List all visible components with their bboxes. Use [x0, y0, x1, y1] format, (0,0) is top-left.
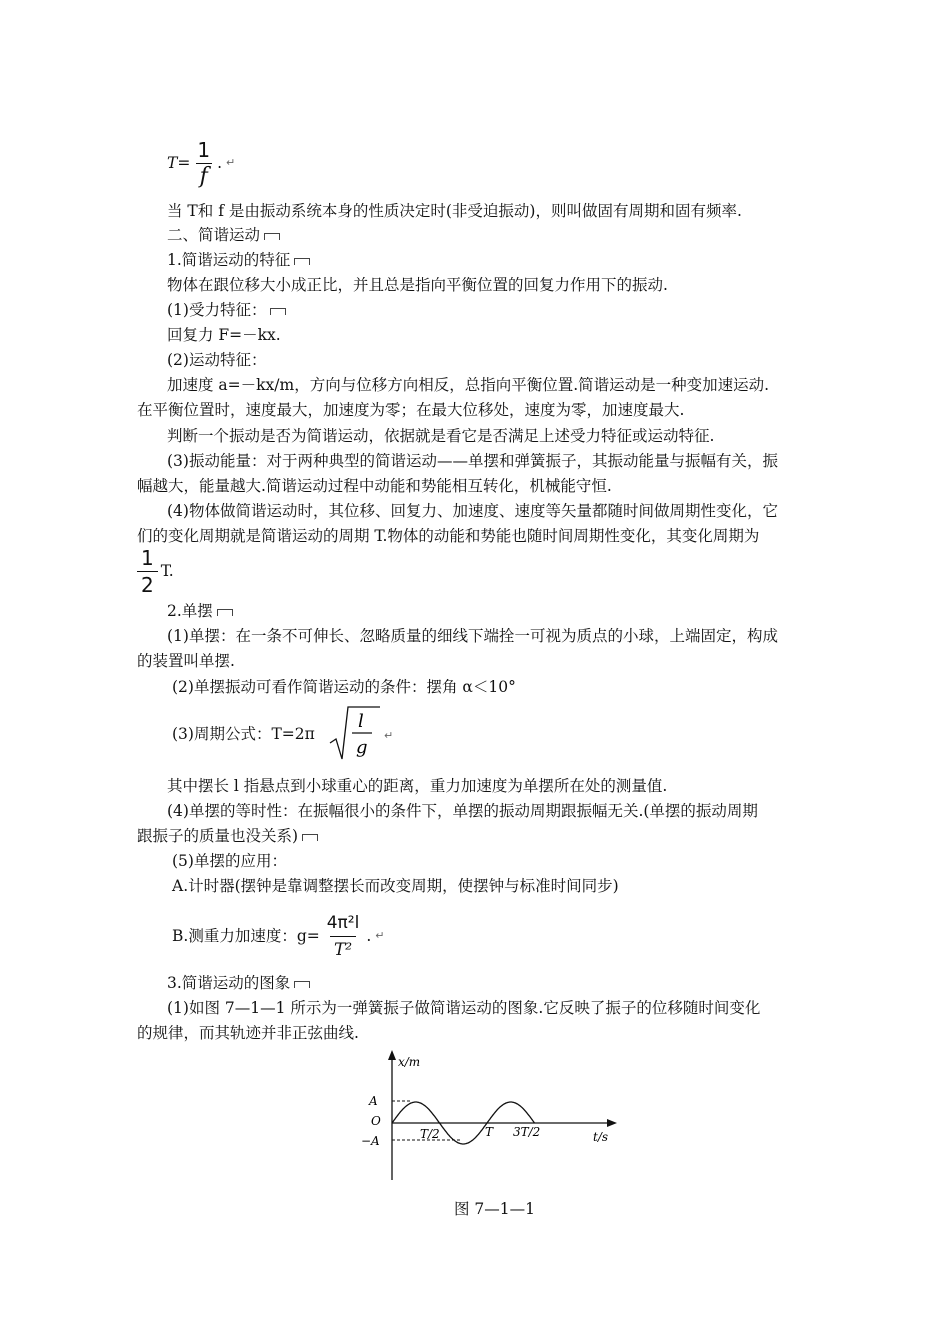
text-line: (5)单摆的应用： — [172, 852, 287, 870]
fraction-numerator: 1 — [197, 137, 211, 162]
text-line: (2)运动特征： — [167, 351, 267, 369]
sqrt-denominator: g — [356, 737, 368, 758]
paragraph-mark-icon — [270, 308, 286, 315]
subsection-heading — [167, 249, 847, 271]
x-tick-label: T/2 — [420, 1127, 440, 1141]
fraction-denominator: 2 — [137, 571, 158, 598]
fraction-denominator: f — [196, 163, 212, 190]
text-span: (1)受力特征： — [167, 301, 267, 319]
text-line: (1)单摆：在一条不可伸长、忽略质量的细线下端拴一可视为质点的小球，上端固定，构成 — [167, 627, 778, 645]
paragraph-mark-icon — [217, 609, 233, 616]
sqrt-formula-icon — [328, 703, 388, 763]
text-line: 幅越大，能量越大.简谐运动过程中动能和势能相互转化，机械能守恒. — [137, 477, 612, 495]
paragraph-mark-icon: ↵ — [375, 929, 385, 942]
figure-caption: 图 7—1—1 — [454, 1200, 536, 1218]
text-line: 在平衡位置时，速度最大，加速度为零；在最大位移处，速度为零，加速度最大. — [137, 401, 685, 419]
subsection-heading-text: 1.简谐运动的特征 — [167, 251, 291, 269]
text-line: (4)单摆的等时性：在振幅很小的条件下，单摆的振动周期跟振幅无关.(单摆的振动周期 — [167, 802, 758, 820]
subsection-heading — [167, 972, 847, 994]
section-heading-text: 二、简谐运动 — [167, 226, 261, 244]
y-tick-label: −A — [361, 1134, 380, 1148]
fraction-denominator: T² — [330, 936, 356, 963]
paragraph-mark-icon: ↵ — [226, 156, 236, 169]
paragraph-mark-icon — [294, 258, 310, 265]
shm-graph — [355, 1048, 625, 1192]
text-line: (2)单摆振动可看作简谐运动的条件：摆角 α＜10° — [172, 678, 516, 696]
text-line: 回复力 F=－kx. — [167, 326, 281, 344]
text-line: 的装置叫单摆. — [137, 652, 235, 670]
shm-graph-svg — [355, 1048, 625, 1188]
subsection-heading-text: 2.单摆 — [167, 602, 213, 620]
paragraph-mark-icon — [302, 834, 318, 841]
y-axis-label: x/m — [398, 1055, 421, 1069]
text-line: 其中摆长 l 指悬点到小球重心的距离，重力加速度为单摆所在处的测量值. — [167, 777, 668, 795]
text-line: (4)物体做简谐运动时，其位移、回复力、加速度、速度等矢量都随时间做周期性变化，它 — [167, 502, 778, 520]
text-line: 物体在跟位移大小成正比，并且总是指向平衡位置的回复力作用下的振动. — [167, 276, 668, 294]
text-line — [167, 299, 847, 321]
text-span: 跟振子的质量也没关系) — [137, 827, 299, 845]
sqrt-numerator: l — [358, 711, 364, 732]
text-line: 们的变化周期就是简谐运动的周期 T.物体的动能和势能也随时间周期性变化，其变化周期为 — [137, 527, 760, 545]
paragraph-mark-icon — [294, 981, 310, 988]
y-axis-arrow-icon — [388, 1050, 396, 1060]
paragraph-mark-icon: ↵ — [384, 729, 394, 742]
x-axis-arrow-icon — [607, 1119, 617, 1127]
text-line: 的规律，而其轨迹并非正弦曲线. — [137, 1024, 359, 1042]
text-line: (1)如图 7—1—1 所示为一弹簧振子做简谐运动的图象.它反映了振子的位移随时间变化 — [167, 999, 761, 1017]
section-heading — [167, 224, 847, 246]
text-span: T. — [160, 562, 174, 580]
text-span: (3)周期公式：T=2π — [172, 725, 315, 743]
text-line: 加速度 a=－kx/m，方向与位移方向相反，总指向平衡位置.简谐运动是一种变加速运动. — [167, 376, 770, 394]
x-tick-label: T — [485, 1125, 494, 1139]
x-axis-label: t/s — [593, 1130, 609, 1144]
formula-pendulum-period — [172, 705, 852, 761]
fraction-numerator: 4π²l — [326, 912, 360, 933]
text-line: (3)振动能量：对于两种典型的简谐运动——单摆和弹簧振子，其振动能量与振幅有关，振 — [167, 452, 778, 470]
formula-period-frequency: T = $\frac{1}{f}$ . ↵ — [167, 137, 236, 189]
formula-gravity: B.测重力加速度：g= $\frac{\text{4π²l}}{\text{T²}}$ . ↵ — [172, 910, 852, 962]
text-line: 当 T和 f 是由振动系统本身的性质决定时(非受迫振动)，则叫做固有周期和固有频率. — [167, 202, 742, 220]
subsection-heading-text: 3.简谐运动的图象 — [167, 974, 291, 992]
text-span: B.测重力加速度：g= — [172, 927, 320, 945]
fraction-numerator: 1 — [141, 545, 154, 570]
text-line — [137, 825, 817, 847]
y-tick-label: A — [369, 1094, 378, 1108]
y-tick-label: O — [371, 1114, 381, 1128]
formula-half-period — [137, 545, 817, 597]
text-line: 判断一个振动是否为简谐运动，依据就是看它是否满足上述受力特征或运动特征. — [167, 427, 715, 445]
paragraph-mark-icon — [264, 233, 280, 240]
x-tick-label: 3T/2 — [513, 1125, 541, 1139]
text-line: A.计时器(摆钟是靠调整摆长而改变周期，使摆钟与标准时间同步) — [172, 877, 619, 895]
subsection-heading — [167, 600, 847, 622]
